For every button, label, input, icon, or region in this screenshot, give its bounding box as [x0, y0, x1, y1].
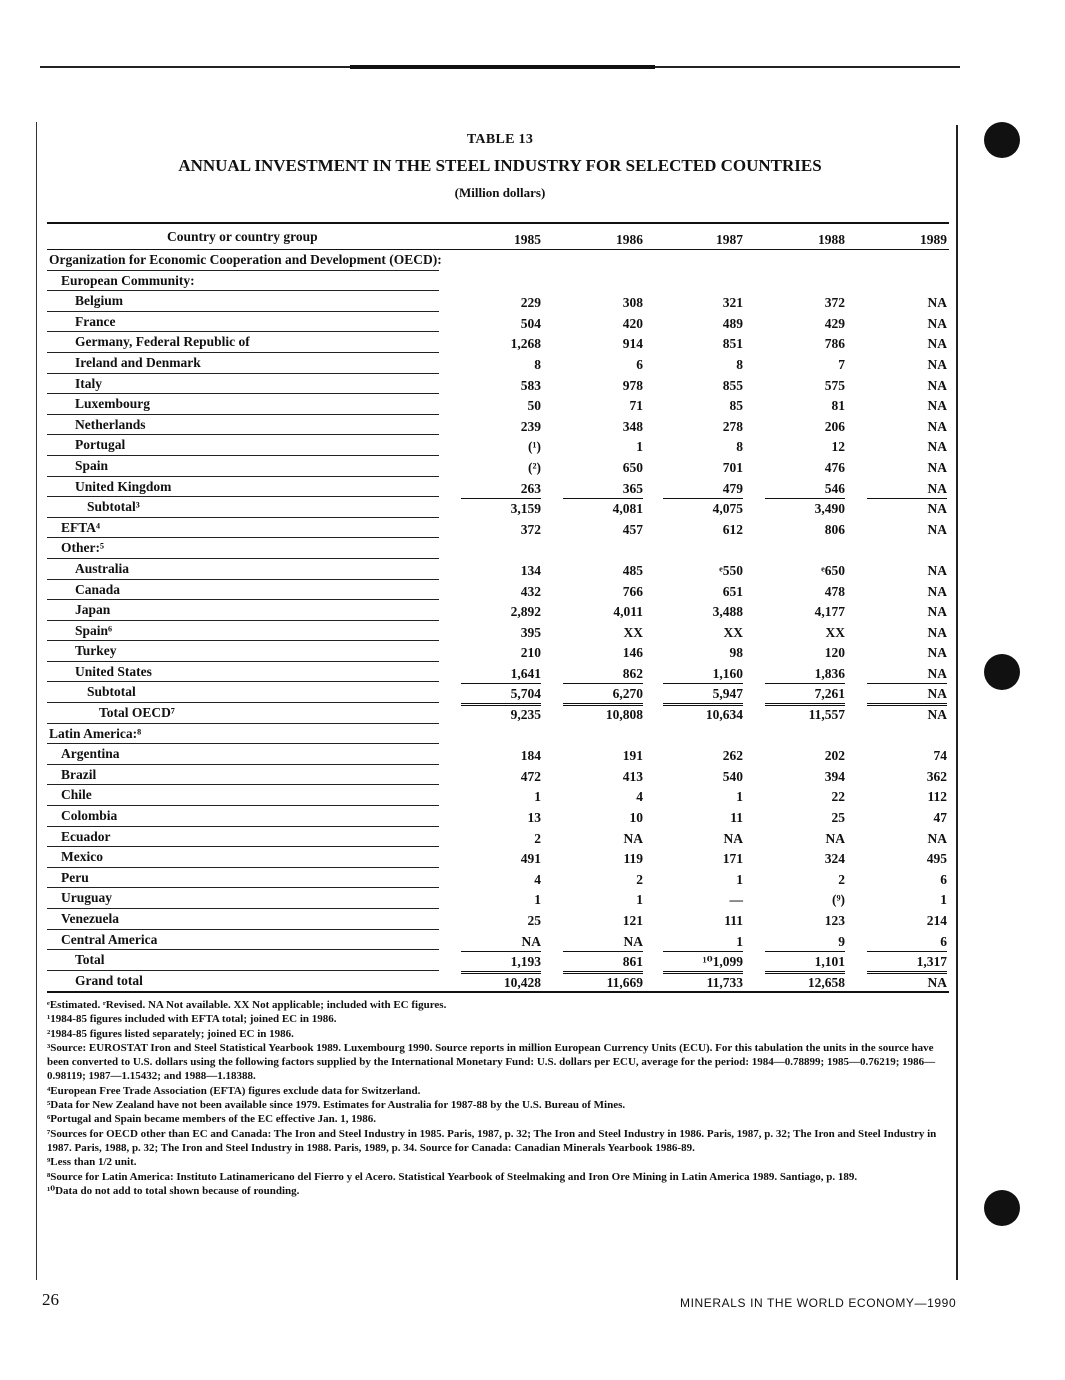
table-cell: 4,081 [612, 501, 643, 517]
table-cell: NA [461, 934, 541, 952]
header-year: 1986 [616, 232, 643, 247]
table-cell: 851 [722, 336, 743, 352]
table-cell: 229 [520, 295, 541, 311]
table-cell: 239 [520, 418, 541, 434]
table-row [47, 497, 949, 518]
table-cell: 546 [765, 481, 845, 499]
table-cell: 6,270 [563, 686, 643, 706]
table-cell: 98 [729, 645, 743, 661]
footnote: ⁸Source for Latin America: Instituto Latinamericano del Fierro y el Acero. Statistical Yearbook of Steelmaking and Iron Ore Mining in Latin America 1989. Santiago, p. 189. [47, 1170, 858, 1183]
table-cell: 85 [729, 398, 743, 414]
table-cell: 432 [520, 583, 541, 599]
table-cell: 1,160 [663, 666, 743, 684]
row-label: Spain⁶ [75, 622, 113, 638]
binder-hole-bottom [984, 1190, 1020, 1226]
header-country: Country or country group [167, 229, 318, 244]
table-cell: 457 [622, 521, 643, 537]
table-cell: 855 [722, 377, 743, 393]
table-cell: 5,947 [663, 686, 743, 706]
table-cell: 766 [622, 583, 643, 599]
table-cell: 472 [520, 768, 541, 784]
table-row [47, 435, 949, 456]
table-body [47, 250, 949, 993]
table-cell: 650 [622, 459, 643, 475]
table-row [47, 518, 949, 539]
table-row [47, 374, 949, 395]
table-row [47, 353, 949, 374]
table-cell: 420 [622, 315, 643, 331]
table-cell: NA [927, 974, 947, 990]
table-cell: 4 [636, 789, 643, 805]
footnote: ᵉEstimated. ʳRevised. NA Not available. XX Not applicable; included with EC figures. [47, 999, 447, 1011]
row-label: Subtotal³ [87, 499, 140, 515]
table-row [47, 765, 949, 786]
table-cell: 1,836 [765, 666, 845, 684]
table-cell: 1 [940, 892, 947, 908]
table-cell: NA [927, 501, 947, 517]
table-cell: 13 [527, 810, 541, 826]
row-label: European Community: [61, 272, 195, 288]
table-cell: 12 [831, 439, 845, 455]
table-row [47, 847, 949, 868]
footnote: ⁶Portugal and Spain became members of the EC effective Jan. 1, 1986. [47, 1113, 376, 1126]
header-year: 1987 [716, 232, 743, 247]
row-label: Canada [75, 581, 121, 597]
table-cell: 861 [563, 954, 643, 974]
table-cell: NA [867, 686, 947, 706]
table-row [47, 621, 949, 642]
table-cell: 120 [824, 645, 845, 661]
table-cell: 308 [622, 295, 643, 311]
table-cell: 1,317 [867, 954, 947, 974]
table-cell: (¹) [527, 439, 541, 455]
table-row [47, 950, 949, 971]
table-cell: XX [723, 624, 743, 640]
table-cell: 184 [520, 748, 541, 764]
table-row [47, 909, 949, 930]
row-label: United States [75, 663, 152, 679]
row-label: Ecuador [61, 828, 111, 844]
table-cell: 321 [722, 295, 743, 311]
row-label: Peru [61, 869, 89, 885]
table-cell: 112 [927, 789, 947, 805]
row-label: Mexico [61, 849, 103, 865]
table-cell: 365 [563, 481, 643, 499]
table-cell: 146 [622, 645, 643, 661]
table-cell: 119 [623, 851, 643, 867]
table-cell: NA [927, 459, 947, 475]
table-cell: 2 [838, 871, 845, 887]
table-cell: 978 [622, 377, 643, 393]
table-cell: XX [623, 624, 643, 640]
row-label: United Kingdom [75, 478, 172, 494]
row-label: Organization for Economic Cooperation and Development (OECD): [49, 252, 442, 267]
table-cell: 324 [824, 851, 845, 867]
table-title: ANNUAL INVESTMENT IN THE STEEL INDUSTRY FOR SELECTED COUNTRIES [178, 156, 822, 175]
table-cell: 3,159 [510, 501, 541, 517]
table-cell: 6 [867, 934, 947, 952]
table-cell: 4 [534, 871, 541, 887]
table-cell: 485 [622, 562, 643, 578]
table-cell: 413 [622, 768, 643, 784]
table-cell: 575 [824, 377, 845, 393]
table-cell: 25 [831, 810, 845, 826]
table-cell: 479 [663, 481, 743, 499]
table-cell: 10,808 [605, 707, 643, 723]
table-row [47, 538, 949, 559]
table-cell: 191 [622, 748, 643, 764]
table-cell: NA [927, 583, 947, 599]
table-cell: 1 [663, 934, 743, 952]
table-cell: NA [867, 666, 947, 684]
table-cell: 1,101 [765, 954, 845, 974]
investment-table [47, 222, 949, 993]
table-cell: 2 [636, 871, 643, 887]
table-row [47, 744, 949, 765]
table-row [47, 641, 949, 662]
footnote: ⁵Data for New Zealand have not been available since 1979. Estimates for Australia for 1987-88 by the U.S. Bureau of Mines. [47, 1099, 626, 1112]
table-cell: 121 [622, 913, 643, 928]
table-cell: NA [927, 418, 947, 434]
table-cell: 1 [736, 871, 743, 887]
table-row [47, 785, 949, 806]
table-row [47, 930, 949, 951]
footnote: ⁷Sources for OECD other than EC and Canada: The Iron and Steel Industry in 1985. Paris, 1987, p. 32; The Iron and Steel Industry in 1986. Paris, 1987, p. 32; The Iron and Steel Industry in 1987. Paris, 1988, p. 32; The Iron and Steel Industry in 1988. Paris, 1989, p. 34. Source for Canada: Canadian Minerals Yearbook 1986-89. [47, 1127, 937, 1154]
table-cell: 3,490 [814, 501, 845, 517]
table-cell: 504 [520, 315, 541, 331]
row-label: Spain [75, 457, 109, 473]
table-row [47, 271, 949, 292]
table-cell: 362 [926, 768, 947, 784]
table-cell: 8 [736, 356, 743, 372]
table-cell: 914 [622, 336, 643, 352]
table-cell: NA [623, 830, 643, 846]
row-label: Australia [75, 560, 129, 576]
table-cell: NA [927, 707, 947, 723]
table-cell: 11,669 [606, 974, 643, 990]
table-cell: 202 [824, 748, 845, 764]
table-cell: 8 [736, 439, 743, 455]
footnote: ¹⁰Data do not add to total shown because of rounding. [47, 1184, 300, 1197]
table-cell: 71 [629, 398, 643, 414]
table-cell: 495 [926, 851, 947, 867]
footnote: ²1984-85 figures listed separately; joined EC in 1986. [47, 1027, 294, 1040]
row-label: Belgium [75, 293, 124, 309]
table-cell: 278 [722, 418, 743, 434]
row-label: Netherlands [75, 416, 146, 432]
table-cell: NA [927, 624, 947, 640]
page-number: 26 [42, 1290, 59, 1309]
table-cell: NA [927, 562, 947, 578]
table-row [47, 312, 949, 333]
table-cell: NA [723, 830, 743, 846]
row-label: Brazil [61, 766, 97, 782]
table-cell: 429 [824, 315, 845, 331]
table-cell: 47 [933, 810, 947, 826]
row-label: Uruguay [61, 890, 113, 906]
table-row [47, 559, 949, 580]
left-margin-rule [36, 122, 37, 1280]
table-cell: (²) [527, 459, 541, 475]
table-cell: 11 [730, 810, 743, 826]
table-cell: 81 [831, 398, 845, 414]
table-cell: NA [927, 377, 947, 393]
row-label: Japan [75, 602, 111, 618]
table-cell: 50 [527, 398, 541, 414]
table-cell: ᵉ550 [719, 562, 743, 578]
table-cell: NA [563, 934, 643, 952]
row-label: Venezuela [61, 911, 119, 926]
table-row [47, 662, 949, 683]
row-label: Chile [61, 787, 92, 803]
table-cell: NA [927, 521, 947, 537]
table-cell: 22 [831, 789, 845, 805]
table-row [47, 888, 949, 909]
row-label: Grand total [75, 972, 143, 988]
table-cell: 74 [933, 748, 947, 764]
table-cell: 263 [461, 481, 541, 499]
table-cell: 2 [534, 830, 541, 846]
table-row [47, 971, 949, 994]
table-units: (Million dollars) [454, 185, 546, 200]
table-cell: NA [927, 398, 947, 414]
running-footer: MINERALS IN THE WORLD ECONOMY—1990 [680, 1296, 957, 1310]
row-label: EFTA⁴ [61, 519, 101, 535]
table-cell: 9,235 [510, 707, 541, 723]
table-cell: 11,557 [808, 707, 845, 723]
table-row [47, 600, 949, 621]
table-row [47, 703, 949, 724]
table-cell: 2,892 [510, 604, 541, 620]
table-cell: 394 [824, 768, 845, 784]
table-cell: 1,641 [461, 666, 541, 684]
table-cell: NA [927, 604, 947, 620]
table-cell: ᵉ650 [821, 562, 845, 578]
table-cell: NA [927, 295, 947, 311]
table-cell: 862 [563, 666, 643, 684]
table-row [47, 806, 949, 827]
table-row [47, 332, 949, 353]
table-row [47, 250, 949, 271]
table-cell: 612 [722, 521, 743, 537]
row-label: Argentina [61, 746, 120, 762]
table-cell: 478 [824, 583, 845, 599]
table-cell: 540 [722, 768, 743, 784]
table-cell: 214 [926, 913, 947, 928]
table-row [47, 682, 949, 703]
table-cell: 1 [736, 789, 743, 805]
table-cell: 111 [724, 913, 743, 928]
row-label: Total [75, 952, 105, 968]
header-year: 1985 [514, 232, 541, 247]
table-cell: ¹⁰1,099 [663, 954, 743, 974]
table-cell: 583 [520, 377, 541, 393]
table-cell: 134 [520, 562, 541, 578]
row-label: Germany, Federal Republic of [75, 334, 250, 350]
table-cell: 1,268 [510, 336, 541, 352]
table-cell: 372 [824, 295, 845, 311]
table-cell: 348 [622, 418, 643, 434]
row-label: Luxembourg [75, 396, 151, 412]
row-label: Total OECD⁷ [99, 705, 175, 721]
table-cell: 6 [940, 871, 947, 887]
row-label: Portugal [75, 437, 126, 453]
table-cell: 210 [520, 645, 541, 661]
table-cell: — [729, 892, 743, 908]
table-cell: 7 [838, 356, 845, 372]
table-cell: 4,011 [613, 604, 643, 620]
table-cell: 25 [527, 913, 541, 928]
table-cell: 4,177 [814, 604, 845, 620]
row-label: France [75, 313, 116, 329]
table-number: TABLE 13 [466, 132, 534, 147]
table-cell: 476 [824, 459, 845, 475]
footnote: ⁴European Free Trade Association (EFTA) figures exclude data for Switzerland. [47, 1084, 421, 1097]
table-cell: 372 [520, 521, 541, 537]
header-year: 1989 [920, 232, 947, 247]
table-cell: 3,488 [712, 604, 743, 620]
footnote: ⁹Less than 1/2 unit. [47, 1156, 137, 1169]
table-row [47, 827, 949, 848]
table-row [47, 724, 949, 745]
row-label: Subtotal [87, 684, 136, 700]
header-year: 1988 [818, 232, 845, 247]
table-cell: NA [927, 830, 947, 846]
table-row [47, 415, 949, 436]
table-cell: 7,261 [765, 686, 845, 706]
table-row [47, 580, 949, 601]
row-label: Ireland and Denmark [75, 354, 201, 370]
table-cell: NA [825, 830, 845, 846]
table-row [47, 477, 949, 498]
table-cell: 206 [824, 418, 845, 434]
table-cell: 651 [722, 583, 743, 599]
table-cell: XX [825, 624, 845, 640]
table-header [47, 222, 949, 250]
footnote: ³Source: EUROSTAT Iron and Steel Statistical Yearbook 1989. Luxembourg 1990. Source reports in million European Currency Units (ECU). For this tabulation the units in the source have been converted to U.S. dollars using the following factors supplied by the International Monetary Fund: U.S. dollars per ECU, average for the period: 1984—0.78899; 1985—0.76219; 1986—0.98119; 1987—1.15432; and 1988—1.18388. [47, 1041, 936, 1083]
footnote: ¹1984-85 figures included with EFTA total; joined EC in 1986. [47, 1013, 337, 1026]
table-cell: 8 [534, 356, 541, 372]
row-label: Italy [75, 375, 102, 391]
table-cell: 11,733 [706, 974, 743, 990]
table-cell: 1 [534, 892, 541, 908]
table-row [47, 456, 949, 477]
table-cell: 395 [520, 624, 541, 640]
table-row [47, 394, 949, 415]
table-cell: 4,075 [712, 501, 743, 517]
table-cell: NA [927, 356, 947, 372]
row-label: Colombia [61, 808, 118, 824]
table-cell: 489 [722, 315, 743, 331]
table-cell: 1 [636, 892, 643, 908]
table-cell: 6 [636, 356, 643, 372]
table-cell: 701 [722, 459, 743, 475]
table-cell: 171 [722, 851, 743, 867]
table-cell: 1 [636, 439, 643, 455]
footnotes [47, 998, 945, 1198]
table-cell: 1,193 [461, 954, 541, 974]
row-label: Central America [61, 931, 158, 947]
row-label: Latin America:⁸ [49, 725, 142, 741]
top-rule-accent [350, 65, 655, 69]
table-cell: 806 [824, 521, 845, 537]
table-cell: 262 [722, 748, 743, 764]
table-cell: 10,634 [705, 707, 743, 723]
table-cell: 10,428 [503, 974, 541, 990]
table-cell: 12,658 [807, 974, 845, 990]
table-cell: 5,704 [461, 686, 541, 706]
table-cell: NA [927, 645, 947, 661]
row-label: Turkey [75, 643, 117, 659]
table-cell: NA [927, 315, 947, 331]
binder-hole-middle [984, 654, 1020, 690]
table-cell: 786 [824, 336, 845, 352]
table-row [47, 868, 949, 889]
table-cell: 10 [629, 810, 643, 826]
table-cell: 9 [765, 934, 845, 952]
table-cell: NA [927, 439, 947, 455]
right-margin-rule [956, 125, 958, 1280]
table-cell: NA [927, 336, 947, 352]
table-cell: 1 [534, 789, 541, 805]
table-cell: NA [867, 481, 947, 499]
table-cell: 491 [520, 851, 541, 867]
table-cell: 123 [824, 913, 845, 928]
row-label: Other:⁵ [61, 540, 105, 556]
table-cell: (⁹) [831, 892, 845, 908]
table-row [47, 291, 949, 312]
